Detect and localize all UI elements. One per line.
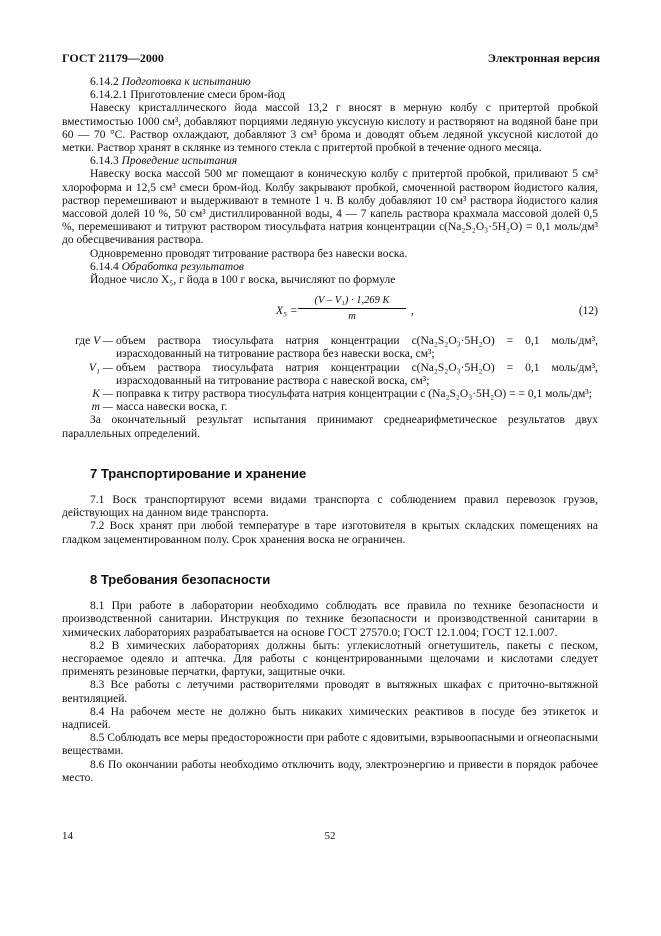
subsection-title: Подготовка к испытанию xyxy=(121,76,251,88)
definition-item: K — поправка к титру раствора тиосульфата натрия концентрации c (Na₂S₂O₃·5H₂O) = = 0,1 моль/дм³; xyxy=(92,388,592,401)
page-number-left: 14 xyxy=(62,830,73,842)
formula-lhs: X₅ = xyxy=(276,305,298,318)
definition-item: m — масса навески воска, г. xyxy=(91,401,228,414)
page-content xyxy=(62,76,598,785)
clause-8-2: 8.2 В химических лабораториях должны быть: углекислотный огнетушитель, пакеты с песком, несгораемое одеяло и аптечка. Для работы с концентрированными щелочами и кислотами следует применять резиновые перчатки, фартуки, защитные очки. xyxy=(62,639,598,679)
test-procedure-text: Навеску воска массой 500 мг помещают в коническую колбу с притертой пробкой, приливают 5 см³ хлороформа и 12,5 см³ смеси бром-йод. Колбу закрывают пробкой, смоченной раствором йодистого калия, раствор перемешивают и выдерживают в темноте 1 ч. В колбу добавляют 10 см³ раствора йодистого калия массовой долей 10 %, 50 см³ дистиллированной воды, 4 — 7 капель раствора крахмала массовой долей 0,5 %, перемешивают и титруют раствором тиосульфата натрия концентрации c(Na₂S₂O₃·5H₂O) = 0,1 моль/дм³ до обесцвечивания раствора. xyxy=(62,168,598,247)
clause-8-5: 8.5 Соблюдать все меры предосторожности при работе с ядовитыми, взрывоопасными и огнеопасными веществами. xyxy=(62,732,598,758)
page-number-center: 52 xyxy=(324,830,336,842)
edition-label: Электронная версия xyxy=(487,51,600,65)
section-7-heading: 7 Транспортирование и хранение xyxy=(90,465,307,481)
clause-8-4: 8.4 На рабочем месте не должно быть никаких химических реактивов в посуде без этикеток и надписей. xyxy=(62,705,598,731)
subsection-6-14-4: 6.14.4 Обработка результатов xyxy=(90,260,244,273)
iodine-number-formula xyxy=(62,291,598,333)
definition-item: где V — объем раствора тиосульфата натрия концентрации c(Na₂S₂O₃·5H₂O) = 0,1 моль/дм³, израсходованный на титрование раствора без навески воска, см³; xyxy=(75,335,598,361)
subsection-6-14-2-1-heading: 6.14.2.1 Приготовление смеси бром-йод xyxy=(90,89,286,102)
clause-8-1: 8.1 При работе в лаборатории необходимо соблюдать все правила по технике безопасности и производственной санитарии. Инструкция по технике безопасности и производственной санитарии в химических лабораториях разрабатывается на основе ГОСТ 27570.0; ГОСТ 12.1.004; ГОСТ 12.1.007. xyxy=(62,600,598,639)
formula-numerator: (V – V₁) · 1,269 K xyxy=(298,294,406,309)
clause-8-6: 8.6 По окончании работы необходимо отключить воду, электроэнергию и привести в порядок рабочее место. xyxy=(62,758,598,784)
formula-denominator: m xyxy=(348,311,356,323)
clause-7-2: 7.2 Воск хранят при любой температуре в таре изготовителя в крытых складских помещениях на гладком зацементированном полу. Срок хранения воска не ограничен. xyxy=(62,520,598,546)
section-8-heading: 8 Требования безопасности xyxy=(90,571,271,587)
formula-intro: Йодное число X₅, г йода в 100 г воска, вычисляют по формуле xyxy=(90,274,396,287)
subsection-6-14-2: 6.14.2 Подготовка к испытанию xyxy=(90,76,251,88)
formula-comma: , xyxy=(411,305,414,318)
clause-8-3: 8.3 Все работы с летучими растворителями проводят в вытяжных шкафах с приточно-вытяжной вентиляцией. xyxy=(62,679,598,705)
formula-number: (12) xyxy=(578,305,598,318)
clause-7-1: 7.1 Воск транспортируют всеми видами транспорта с соблюдением правил перевозок грузов, действующих на данном виде транспорта. xyxy=(62,494,598,520)
subsection-title: Проведение испытания xyxy=(121,155,238,168)
formula-fraction xyxy=(298,294,406,323)
subsection-6-14-3: 6.14.3 Проведение испытания xyxy=(90,155,238,168)
definition-item: V₁ — объем раствора тиосульфата натрия концентрации c(Na₂S₂O₃·5H₂O) = 0,1 моль/дм³, израсходованный на титрование раствора с навеской воска, см³; xyxy=(88,361,598,387)
document-code: ГОСТ 21179—2000 xyxy=(62,51,164,65)
variable-definitions xyxy=(62,335,598,414)
mixture-preparation-text: Навеску кристаллического йода массой 13,2 г вносят в мерную колбу с притертой пробкой вместимостью 1000 см³, добавляют порциями ледяную уксусную кислоту и растворяют на водяной бане при 60 — 70 °С. Раствор охлаждают, добавляют 3 см³ брома и доводят объем ледяной уксусной кислотой до метки. Раствор хранят в склянке из темного стекла с притертой пробкой в течение одного месяца. xyxy=(62,102,598,155)
subsection-title: Обработка результатов xyxy=(121,260,244,273)
final-result-text: За окончательный результат испытания принимают среднеарифметическое результатов двух параллельных определений. xyxy=(62,414,598,440)
blank-titration-text: Одновременно проводят титрование раствора без навески воска. xyxy=(90,247,408,260)
